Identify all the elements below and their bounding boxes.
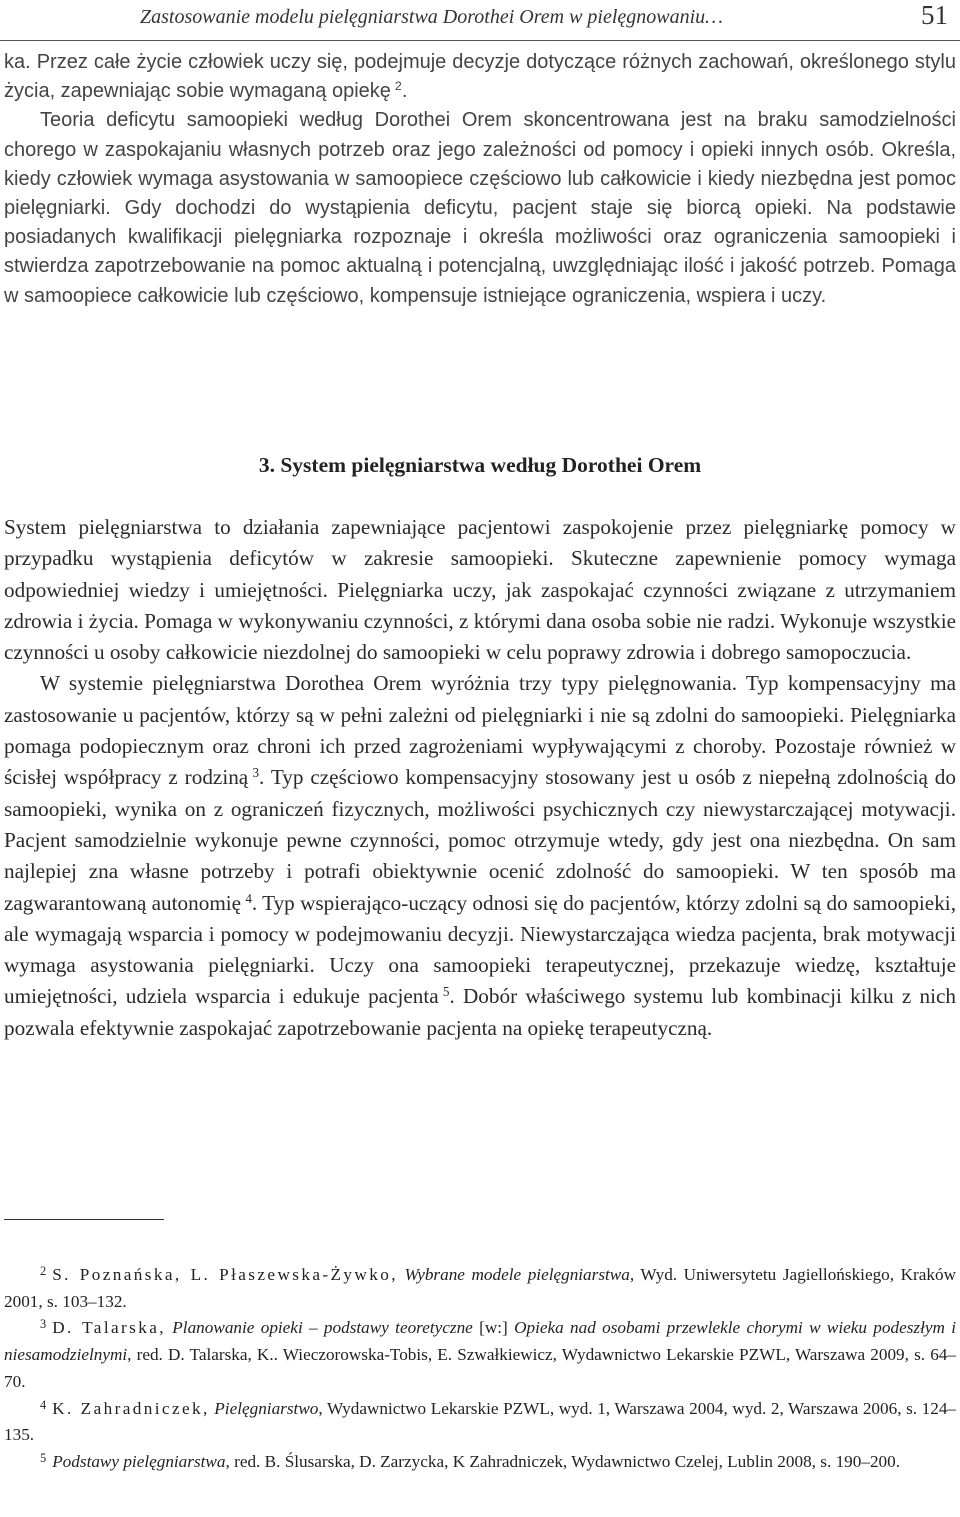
paragraph-nursing-system: System pielęgniarstwa to działania zapewniające pacjentowi zaspokojenie przez pielęgniarkę pomocy w przypadku wystąpienia deficytów w zakresie samoopieki. Skuteczne zapewnienie pomocy wymaga odpowiedniej wiedzy i umiejętności. Pielęgniarka uczy, jak zaspokajać czynności związane z utrzymaniem zdrowia i życia. Pomaga w wykonywaniu czynności, z którymi dana osoba sobie nie radzi. Wykonuje wszystkie czynności u osoby całkowicie niezdolnej do samoopieki w celu poprawy zdrowia i dobrego samopoczucia. [4, 515, 956, 665]
page-number: 51 [921, 0, 948, 30]
footnote-ref-3[interactable]: 3 [252, 765, 260, 781]
footnote-separator [4, 1219, 164, 1220]
running-title: Zastosowanie modelu pielęgniarstwa Dorothei Orem w pielęgnowaniu… [140, 6, 723, 28]
paragraph-self-care-deficit: Teoria deficytu samoopieki według Dorothei Orem skoncentrowana jest na braku samodzielności chorego w zaspokajaniu własnych potrzeb oraz jego zależności od pomocy i opieki innych osób. Określa, kiedy człowiek wymaga asystowania w samoopiece częściowo lub całkowicie i kiedy niezbędna jest pomoc pielęgniarki. Gdy dochodzi do wystąpienia deficytu, pacjent staje się biorcą opieki. Na podstawie posiadanych kwalifikacji pielęgniarka rozpoznaje i określa możliwości oraz ograniczenia samoopieki i stwierdza zapotrzebowanie na pomoc aktualną i potencjalną, uwzględniając ilość i jakość potrzeb. Pomaga w samoopiece całkowicie lub częściowo, kompensuje istniejące ograniczenia, wspiera i uczy. [4, 109, 956, 307]
footnote-4: $^4$ K. Zahradniczek, Pielęgniarstwo, Wydawnictwo Lekarskie PZWL, wyd. 1, Warszawa 2004, wyd. 2, Warszawa 2006, s. 124–135. [4, 1397, 957, 1445]
header-rule [0, 40, 960, 41]
section-heading: 3. System pielęgniarstwa według Dorothei Orem [258, 453, 702, 477]
paragraph-three-types: W systemie pielęgniarstwa Dorothea Orem wyróżnia trzy typy pielęgnowania. Typ kompensacyjny ma zastosowanie u pacjentów, którzy są w pełni zależni od pielęgniarki i nie są zdolni do samoopieki. Pielęgniarka pomaga podopiecznym oraz chroni ich przed zagrożeniami wypływającymi z choroby. Pozostaje również w ścisłej współpracy z rodziną $^3$. Typ częściowo kompensacyjny stosowany jest u osób z niepełną zdolnością do samoopieki, wynika on z ograniczeń fizycznych, możliwości psychicznych czy niewystarczającej motywacji. Pacjent samodzielnie wykonuje pewne czynności, pomoc otrzymuje wtedy, gdy jest ona niezbędna. On sam najlepiej zna własne potrzeby i potrafi obiektywnie ocenić zdolność do samoopieki. W ten sposób ma zagwarantowaną autonomię $^4$. Typ wspierająco-uczący odnosi się do pacjentów, którzy zdolni są do samoopieki, ale wymagają wsparcia i pomocy w podejmowaniu decyzji. Niewystarczająca wiedza pacjenta, brak motywacji wymaga asystowania pielęgniarki. Uczy ona samoopieki terapeutycznej, przekazuje wiedzę, kształtuje umiejętności, udziela wsparcia i edukuje pacjenta $^5$. Dobór właściwego systemu lub kombinacji kilku z nich pozwala efektywnie zaspokajać zapotrzebowanie pacjenta na opiekę terapeutyczną. [4, 671, 956, 1040]
paragraph-continuation: ka. Przez całe życie człowiek uczy się, podejmuje decyzje dotyczące różnych zachowań, określonego stylu życia, zapewniając sobie wymaganą opiekę $^2$. [4, 51, 956, 103]
running-header [0, 0, 960, 42]
footnote-3: $^3$ D. Talarska, Planowanie opieki – podstawy teoretyczne [w:] Opieka nad osobami przewlekle chorymi w wieku podeszłym i niesamodzielnymi, red. D. Talarska, K.. Wieczorowska-Tobis, E. Szwałkiewicz, Wydawnictwo Lekarskie PZWL, Warszawa 2009, s. 64–70. [4, 1317, 957, 1391]
footnote-5: $^5$ Podstawy pielęgniarstwa, red. B. Ślusarska, D. Zarzycka, K Zahradniczek, Wydawnictwo Czelej, Lublin 2008, s. 190–200. [40, 1450, 901, 1471]
footnote-ref-2[interactable]: 2 [394, 79, 402, 94]
footnote-ref-4[interactable]: 4 [245, 890, 252, 906]
continuation-text [4, 48, 956, 311]
footnotes [4, 1262, 956, 1476]
footnote-ref-5[interactable]: 5 [442, 984, 450, 1000]
section-body [4, 512, 956, 1044]
footnote-2: $^2$ S. Poznańska, L. Płaszewska-Żywko, Wybrane modele pielęgniarstwa, Wyd. Uniwersytetu Jagiellońskiego, Kraków 2001, s. 103–132. [4, 1264, 956, 1311]
